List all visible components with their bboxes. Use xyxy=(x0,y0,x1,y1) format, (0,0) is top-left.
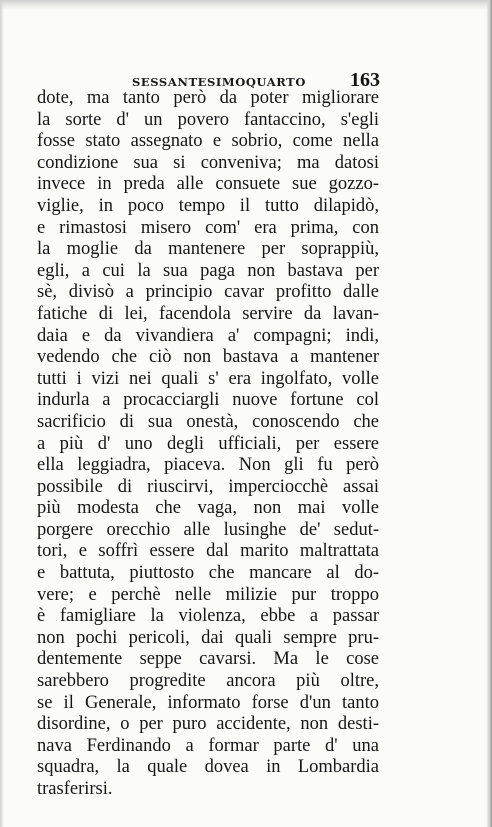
text-line: la sorte d' un povero fantaccino, s'egli xyxy=(37,109,379,130)
text-line: dote, ma tanto però da poter migliorare xyxy=(37,88,379,108)
body-text xyxy=(37,88,379,801)
page-right-edge xyxy=(486,0,492,827)
page-top-edge xyxy=(0,0,492,10)
text-line: condizione sua si conveniva; ma datosi xyxy=(37,152,379,173)
text-line: dentemente seppe cavarsi. Ma le cose xyxy=(37,649,379,670)
text-line: è famigliare la violenza, ebbe a passar xyxy=(37,606,379,627)
text-line: non pochi pericoli, dai quali sempre pru- xyxy=(37,627,379,648)
text-line: sè, divisò a principio cavar profitto dalle xyxy=(37,282,379,303)
page-left-edge xyxy=(0,0,4,827)
text-line: fosse stato assegnato e sobrio, come nella xyxy=(37,131,379,152)
text-line: nava Ferdinando a formar parte d' una xyxy=(37,735,379,756)
text-line: sarebbero progredite ancora più oltre, xyxy=(37,671,379,692)
running-head: SESSANTESIMOQUARTO xyxy=(132,75,306,89)
text-line: se il Generale, informato forse d'un tanto xyxy=(37,692,379,713)
text-line: trasferirsi. xyxy=(37,779,113,799)
text-line: e battuta, piuttosto che mancare al do- xyxy=(37,563,379,584)
text-line: tutti i vizi nei quali s' era ingolfato, volle xyxy=(37,368,379,389)
text-line: viglie, in poco tempo il tutto dilapidò, xyxy=(37,195,379,216)
page-number: 163 xyxy=(350,69,380,91)
text-line: la moglie da mantenere per soprappiù, xyxy=(37,239,379,260)
text-line: sacrificio di sua onestà, conoscendo che xyxy=(37,411,379,432)
text-line: fatiche di lei, facendola servire da lavan- xyxy=(37,303,379,324)
text-line: indurla a procacciargli nuove fortune col xyxy=(37,390,379,411)
text-line: ella leggiadra, piaceva. Non gli fu però xyxy=(37,455,379,476)
text-line: porgere orecchio alle lusinghe de' sedut- xyxy=(37,519,379,540)
text-line: vedendo che ciò non bastava a mantener xyxy=(37,347,379,368)
text-line: invece in preda alle consuete sue gozzo- xyxy=(37,174,379,195)
text-line: squadra, la quale dovea in Lombardia xyxy=(37,757,379,778)
text-line: egli, a cui la sua paga non bastava per xyxy=(37,260,379,281)
text-line: più modesta che vaga, non mai volle xyxy=(37,498,379,519)
text-line: daia e da vivandiera a' compagni; indi, xyxy=(37,325,379,346)
text-line: e rimastosi misero com' era prima, con xyxy=(37,217,379,238)
text-line: a più d' uno degli ufficiali, per essere xyxy=(37,433,379,454)
text-line: possibile di riuscirvi, imperciocchè assai xyxy=(37,476,379,497)
text-line: tori, e soffrì essere dal marito maltrattata xyxy=(37,541,379,562)
text-line: disordine, o per puro accidente, non desti- xyxy=(37,714,379,735)
text-line: vere; e perchè nelle milizie pur troppo xyxy=(37,584,379,605)
